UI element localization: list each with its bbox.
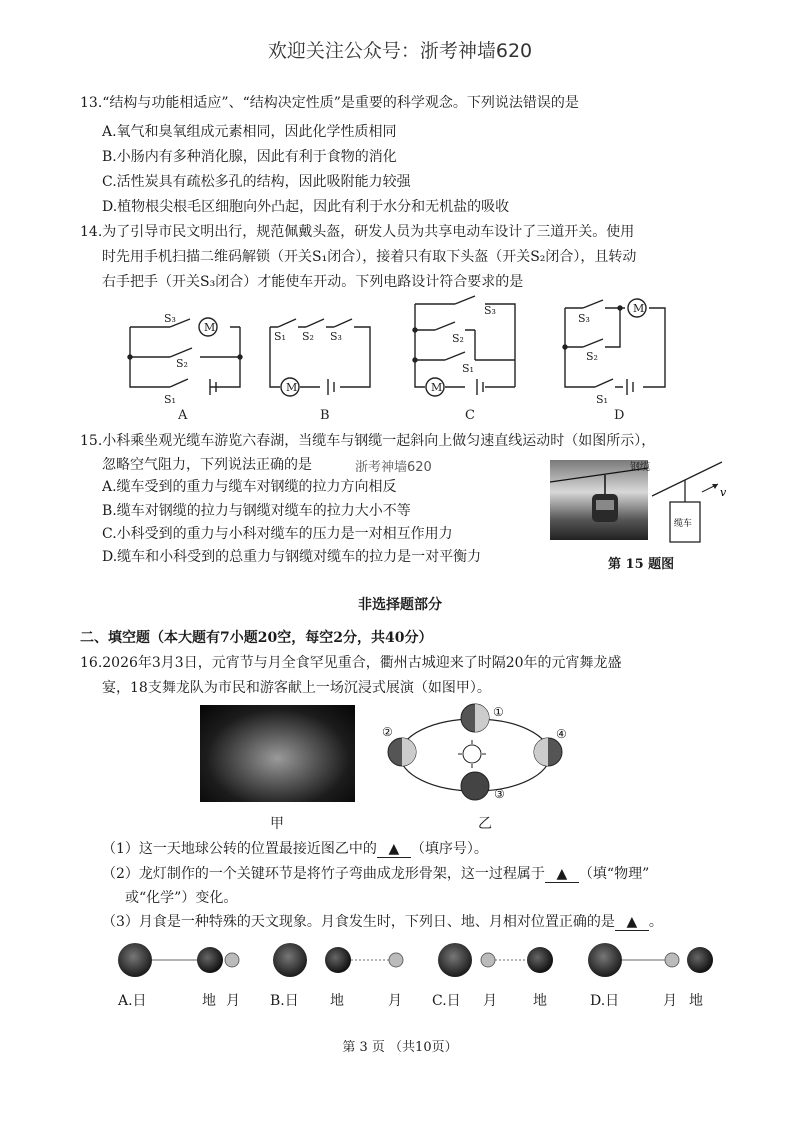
choice-b-label: B.日 (270, 993, 299, 1009)
label-a-s3: S₃ (164, 312, 176, 325)
q15-line-2: 忽略空气阻力，下列说法正确的是 (102, 457, 312, 473)
orbit-num-1: ① (493, 705, 504, 719)
label-a-s2: S₂ (176, 357, 188, 370)
q13-option-c: C.活性炭具有疏松多孔的结构，因此吸附能力较强 (102, 174, 411, 190)
choice-a-pos3: 月 (226, 993, 240, 1009)
fig-yi-label: 乙 (478, 816, 492, 832)
choice-b-pos3: 月 (388, 993, 402, 1009)
q16-sub3: （3）月食是一种特殊的天文现象。月食发生时，下列日、地、月相对位置正确的是 ▲ 。 (102, 914, 663, 930)
circuit-c (413, 296, 515, 396)
choice-d-label: D.日 (590, 993, 620, 1009)
cable-car-diagram (650, 458, 730, 548)
circuit-label-b: B (320, 408, 330, 422)
eclipse-choices (110, 935, 730, 985)
label-d-s1: S₁ (596, 393, 608, 406)
q15-option-c: C.小科受到的重力与小科对缆车的压力是一对相互作用力 (102, 526, 453, 542)
q16-sub1: （1）这一天地球公转的位置最接近图乙中的 ▲ （填序号）。 (102, 841, 488, 857)
choice-b-pos2: 地 (330, 993, 344, 1009)
orbit-num-3: ③ (494, 787, 505, 801)
q16-sub2: （2）龙灯制作的一个关键环节是将竹子弯曲成龙形骨架，这一过程属于 ▲ （填“物理” (102, 866, 650, 882)
q13-option-d: D.植物根尖根毛区细胞向外凸起，因此有利于水分和无机盐的吸收 (102, 199, 510, 215)
label-b-s2: S₂ (302, 330, 314, 343)
label-c-s3: S₃ (484, 304, 496, 317)
label-b-s1: S₁ (274, 330, 286, 343)
orbit-num-2: ② (382, 725, 393, 739)
answer-blank-3[interactable]: ▲ (615, 914, 649, 931)
q14-circuits (120, 292, 720, 422)
label-d-s2: S₂ (586, 350, 598, 363)
circuit-label-c: C (465, 408, 475, 422)
cable-label: 钢缆 (630, 462, 650, 473)
q14-line-3: 右手把手（开关S₃闭合）才能使车开动。下列电路设计符合要求的是 (102, 274, 524, 290)
choice-d-pos3: 地 (689, 993, 703, 1009)
q15-line-1: 15.小科乘坐观光缆车游览六春湖，当缆车与钢缆一起斜向上做匀速直线运动时（如图所示）， (80, 433, 656, 449)
q14-line-2: 时先用手机扫描二维码解锁（开关S₁闭合），接着只有取下头盔（开关S₂闭合），且转动 (102, 249, 637, 265)
choice-b-figure (273, 943, 403, 977)
label-b-s3: S₃ (330, 330, 342, 343)
choice-a-figure (118, 943, 239, 977)
q15-caption: 第 15 题图 (608, 557, 675, 572)
v-label: v (720, 486, 727, 499)
label-a-s1: S₁ (164, 393, 176, 406)
label-d-s3: S₃ (578, 312, 590, 325)
choice-c-label: C.日 (432, 993, 461, 1009)
watermark: 浙考神墙620 (355, 460, 432, 475)
q16-sub2-line2: 或“化学”）变化。 (125, 890, 238, 906)
fig-jia-label: 甲 (270, 816, 284, 832)
label-c-s2: S₂ (452, 332, 464, 345)
choice-c-pos2: 月 (483, 993, 497, 1009)
answer-blank-1[interactable]: ▲ (377, 841, 411, 858)
choice-c-pos3: 地 (533, 993, 547, 1009)
label-d-m: M (633, 302, 645, 315)
answer-blank-2[interactable]: ▲ (545, 866, 579, 883)
q13-option-b: B.小肠内有多种消化腺，因此有利于食物的消化 (102, 149, 397, 165)
orbit-diagram (380, 700, 570, 810)
q15-option-b: B.缆车对钢缆的拉力与钢缆对缆车的拉力大小不等 (102, 503, 411, 519)
q13-option-a: A.氧气和臭氧组成元素相同，因此化学性质相同 (102, 124, 397, 140)
dragon-dance-photo (200, 705, 355, 802)
section-nonchoice: 非选择题部分 (358, 597, 442, 613)
q15-option-d: D.缆车和小科受到的总重力与钢缆对缆车的拉力是一对平衡力 (102, 549, 482, 565)
circuit-label-a: A (178, 408, 188, 422)
choice-d-figure (588, 943, 713, 977)
car-label: 缆车 (674, 519, 693, 529)
q13-stem: 13.“结构与功能相适应”、“结构决定性质”是重要的科学观念。下列说法错误的是 (80, 95, 579, 111)
page-header: 欢迎关注公众号：浙考神墙620 (267, 40, 533, 62)
q14-line-1: 14.为了引导市民文明出行，规范佩戴头盔，研发人员为共享电动车设计了三道开关。使用 (80, 224, 635, 240)
q16-line-2: 宴，18支舞龙队为市民和游客献上一场沉浸式展演（如图甲）。 (102, 680, 491, 696)
label-c-m: M (431, 381, 443, 394)
q15-option-a: A.缆车受到的重力与缆车对钢缆的拉力方向相反 (102, 479, 397, 495)
label-a-m: M (204, 321, 216, 334)
choice-d-pos2: 月 (663, 993, 677, 1009)
choice-c-figure (438, 943, 553, 977)
choice-a-label: A.日 (118, 993, 147, 1009)
circuit-label-d: D (614, 408, 625, 422)
orbit-num-4: ④ (556, 727, 567, 741)
q16-line-1: 16.2026年3月3日，元宵节与月全食罕见重合，衢州古城迎来了时隔20年的元宵舞龙盛 (80, 655, 622, 671)
page-footer: 第 3 页 （共10页） (342, 1040, 458, 1055)
choice-a-pos2: 地 (202, 993, 216, 1009)
section-fill-title: 二、填空题（本大题有7小题20空，每空2分，共40分） (80, 630, 433, 646)
label-c-s1: S₁ (462, 362, 474, 375)
label-b-m: M (286, 381, 298, 394)
